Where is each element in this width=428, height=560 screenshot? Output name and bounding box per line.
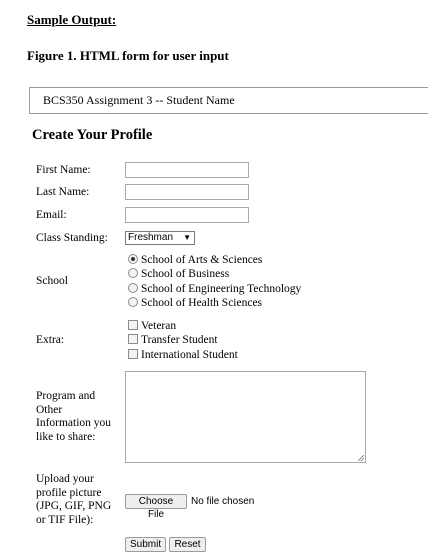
first-name-input[interactable] (125, 162, 249, 178)
school-option-health-sciences[interactable] (128, 296, 262, 310)
file-status-text: No file chosen (191, 496, 255, 507)
radio-icon[interactable] (128, 268, 138, 278)
school-option-business[interactable] (128, 267, 229, 281)
extra-option-label: International Student (141, 349, 238, 361)
radio-icon[interactable] (128, 297, 138, 307)
sample-output-title: Sample Output: (27, 12, 117, 27)
school-option-arts-sciences[interactable] (128, 253, 262, 267)
upload-label-line: profile picture (36, 486, 102, 499)
last-name-label: Last Name: (36, 186, 90, 198)
upload-label-line: (JPG, GIF, PNG (36, 500, 112, 513)
figure-caption: Figure 1. HTML form for user input (27, 48, 229, 63)
checkbox-icon[interactable] (128, 334, 138, 344)
submit-button[interactable]: Submit (125, 537, 166, 552)
school-option-label: School of Engineering Technology (141, 283, 302, 295)
email-label: Email: (36, 209, 67, 221)
program-info-label-line: Information you (36, 417, 112, 430)
school-label: School (36, 275, 68, 287)
extra-option-label: Transfer Student (141, 334, 218, 346)
radio-checked-icon[interactable] (128, 254, 138, 264)
class-standing-label: Class Standing: (36, 232, 108, 244)
resize-grip-icon[interactable] (358, 455, 364, 461)
extra-option-label: Veteran (141, 320, 177, 332)
class-standing-value: Freshman (128, 232, 174, 243)
form-heading: Create Your Profile (32, 127, 153, 143)
program-info-label (36, 390, 118, 444)
reset-button[interactable]: Reset (169, 537, 206, 552)
program-info-label-line: Program and (36, 390, 96, 402)
upload-label (36, 473, 118, 527)
choose-file-button[interactable]: Choose File (125, 494, 187, 509)
program-info-label-line: Other (36, 403, 63, 416)
school-option-label: School of Arts & Sciences (141, 254, 263, 266)
class-standing-select[interactable] (125, 231, 195, 245)
school-option-label: School of Health Sciences (141, 297, 263, 309)
radio-icon[interactable] (128, 283, 138, 293)
email-input[interactable] (125, 207, 249, 223)
checkbox-icon[interactable] (128, 320, 138, 330)
upload-label-line: or TIF File): (36, 513, 94, 526)
chevron-down-icon: ▼ (183, 233, 191, 242)
program-info-textarea[interactable] (125, 371, 366, 463)
assignment-banner: BCS350 Assignment 3 -- Student Name (29, 87, 428, 114)
extra-option-veteran[interactable] (128, 319, 176, 333)
extra-option-international-student[interactable] (128, 348, 238, 362)
first-name-label: First Name: (36, 164, 91, 176)
upload-label-line: Upload your (36, 473, 94, 485)
program-info-label-line: like to share: (36, 430, 96, 443)
checkbox-icon[interactable] (128, 349, 138, 359)
last-name-input[interactable] (125, 184, 249, 200)
extra-option-transfer-student[interactable] (128, 333, 218, 347)
school-option-engineering-technology[interactable] (128, 282, 301, 296)
extra-label: Extra: (36, 334, 65, 346)
school-option-label: School of Business (141, 268, 230, 280)
